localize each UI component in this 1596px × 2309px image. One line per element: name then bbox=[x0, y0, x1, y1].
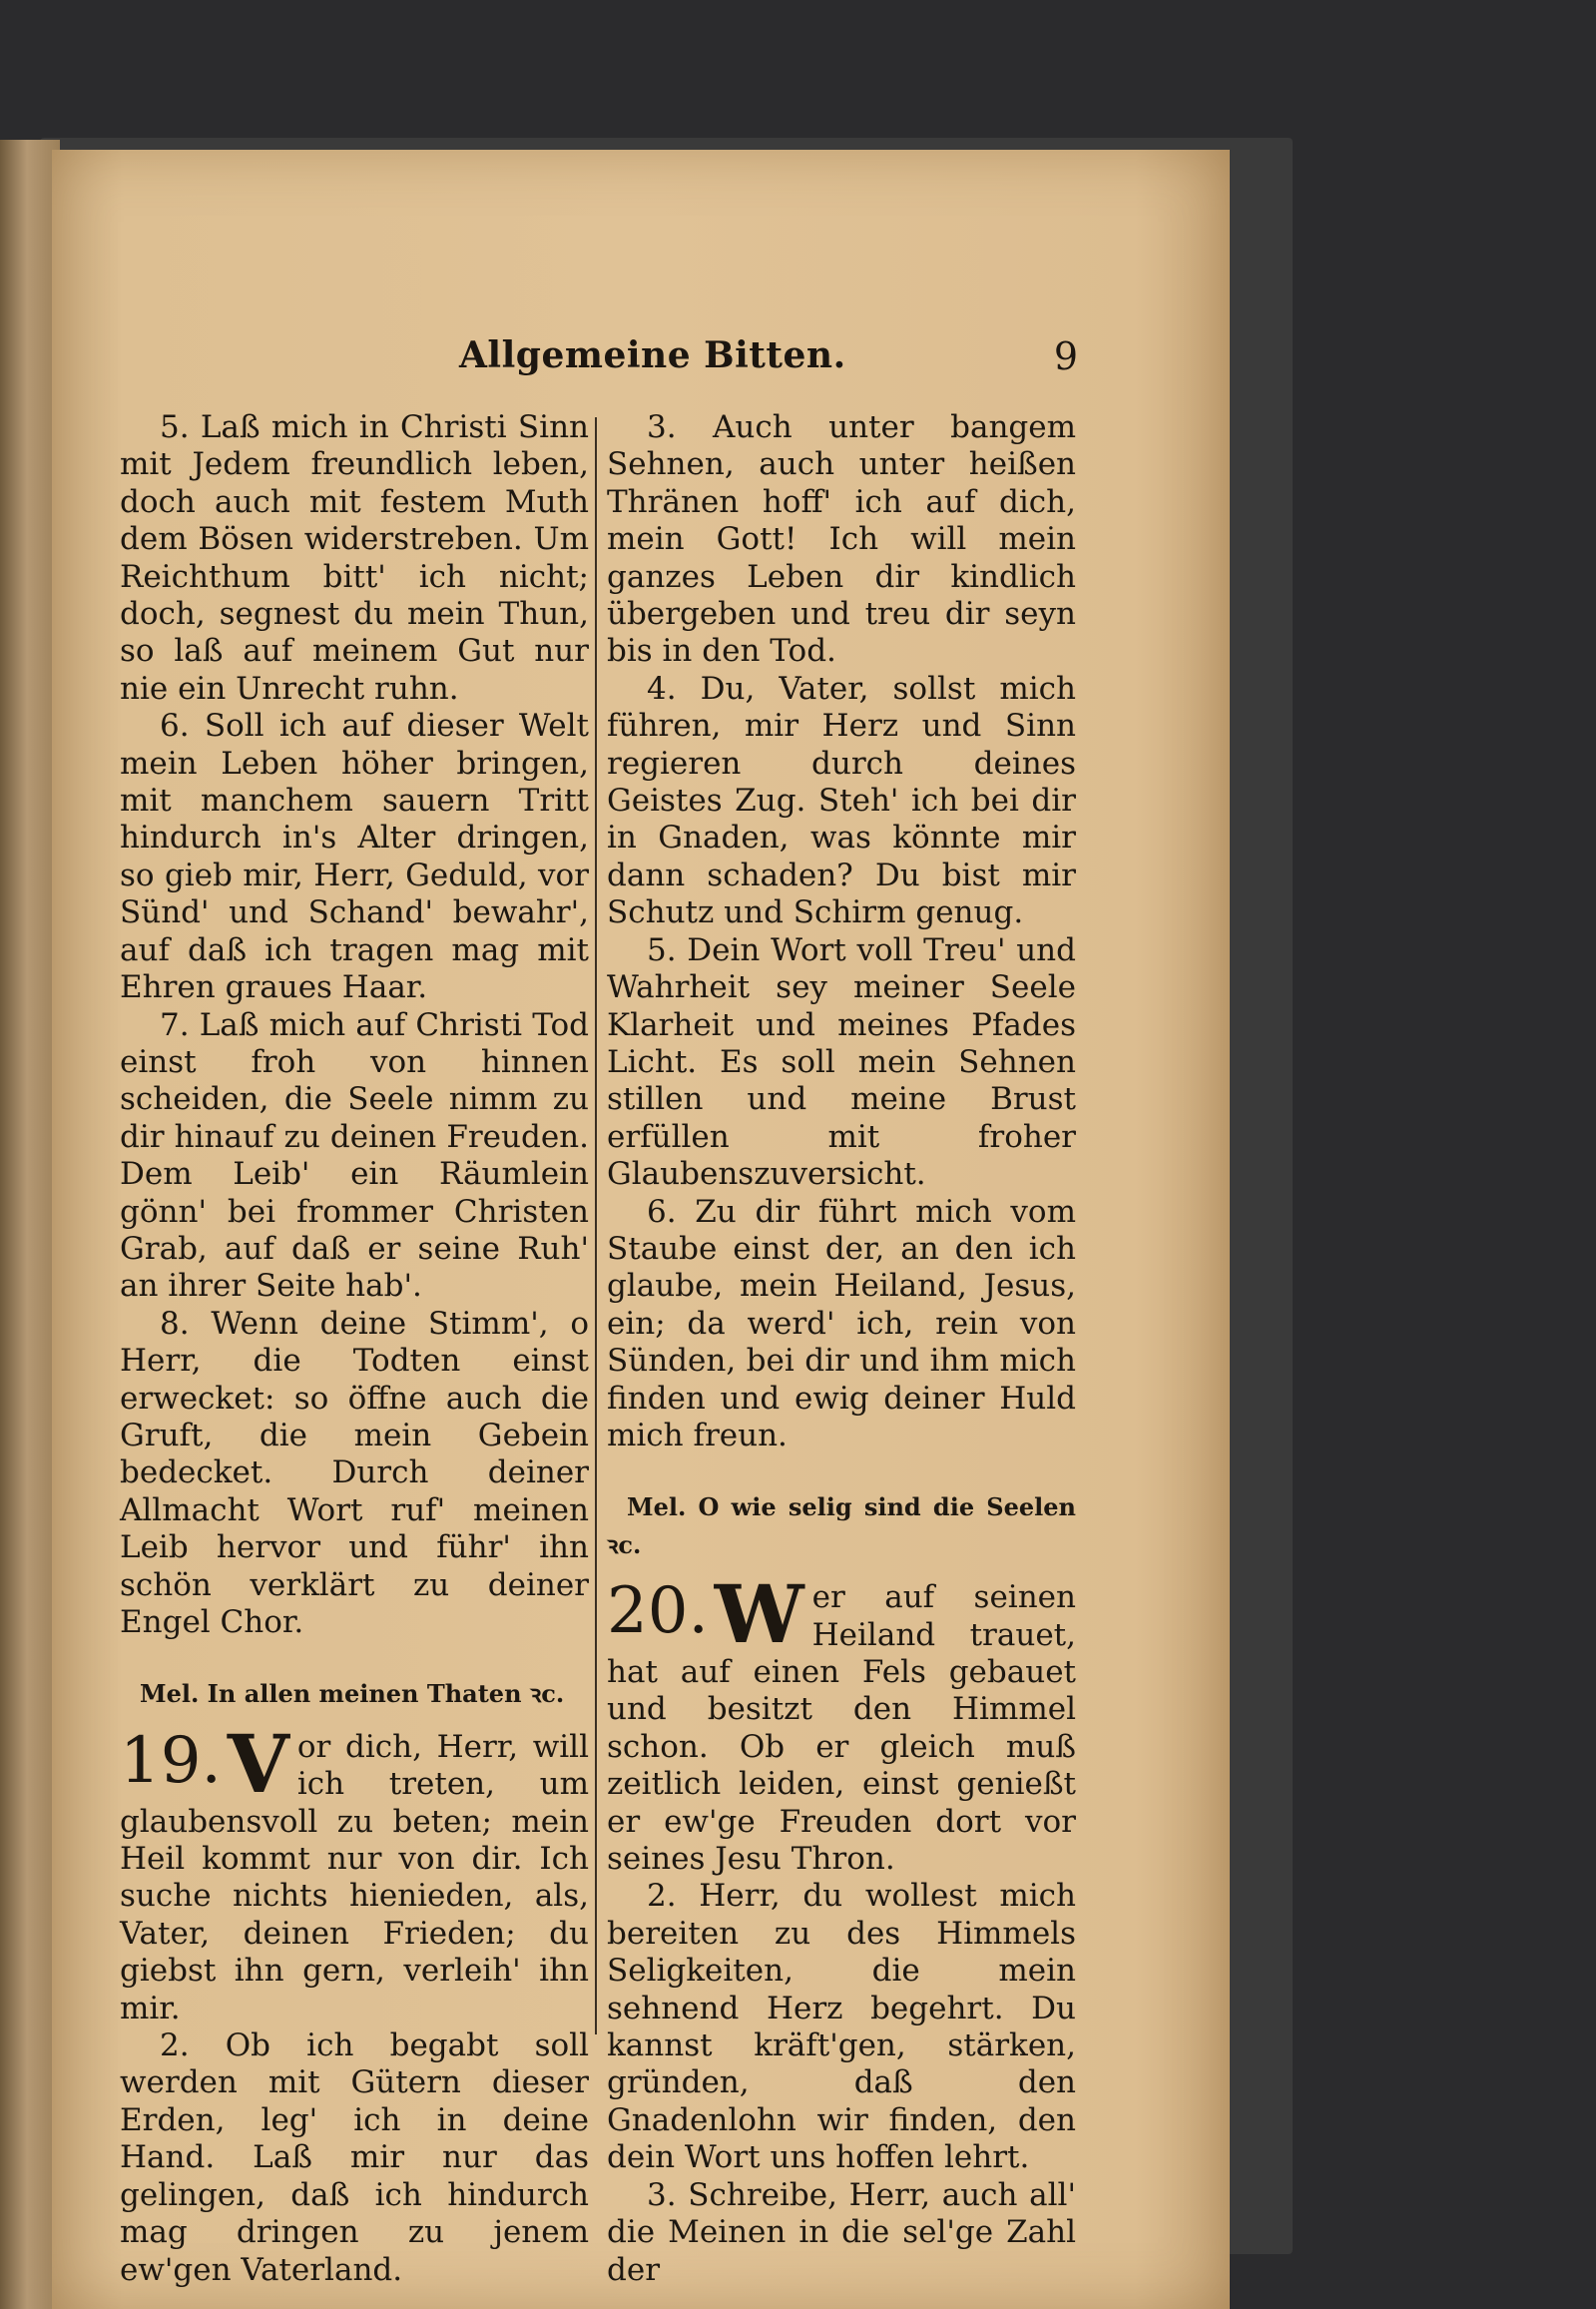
hymn-19-first-verse bbox=[120, 1716, 589, 2027]
verse: 4. Du, Vater, sollst mich führen, mir Herz und Sinn regieren durch deines Geistes Zug. Steh' ich bei dir in Gnaden, was könnte mir dann schaden? Du bist mir Schutz und Schirm genug. bbox=[607, 670, 1076, 931]
hymn-number: 19. bbox=[120, 1723, 222, 1798]
melody-line: Mel. O wie selig sind die Seelen ꝛc. bbox=[607, 1492, 1076, 1559]
verse: 5. Laß mich in Christi Sinn mit Jedem freundlich leben, doch auch mit festem Muth dem Bösen widerstreben. Um Reichthum bitt' ich nicht; doch, segnest du mein Thun, so laß auf meinem Gut nur nie ein Unrecht ruhn. bbox=[120, 409, 589, 707]
right-column bbox=[607, 409, 1076, 2289]
column-divider bbox=[595, 417, 597, 2034]
page-header bbox=[120, 334, 1078, 384]
verse: 6. Zu dir führt mich vom Staube einst der, an den ich glaube, mein Heiland, Jesus, ein; da werd' ich, rein von Sünden, bei dir und ihm mich finden und ewig deiner Huld mich freun. bbox=[607, 1193, 1076, 1453]
verse: 2. Ob ich begabt soll werden mit Gütern dieser Erden, leg' ich in deine Hand. Laß mir nur das gelingen, daß ich hindurch mag dringen zu jenem ew'gen Vaterland. bbox=[120, 2027, 589, 2288]
verse-text: er auf seinen Heiland trauet, hat auf einen Fels gebauet und besitzt den Himmel schon. Ob er gleich muß zeitlich leiden, einst genießt er ew'ge Freuden dort vor seines Jesu Thron. bbox=[607, 1579, 1076, 1878]
verse: 2. Herr, du wollest mich bereiten zu des Himmels Seligkeiten, die mein sehnend Herz begehrt. Du kannst kräft'gen, stärken, gründen, daß den Gnadenlohn wir finden, den dein Wort uns hoffen lehrt. bbox=[607, 1878, 1076, 2176]
melody-line: Mel. In allen meinen Thaten ꝛc. bbox=[140, 1679, 565, 1709]
verse: 7. Laß mich auf Christi Tod einst froh von hinnen scheiden, die Seele nimm zu dir hinauf zu deinen Freuden. Dem Leib' ein Räumlein gönn' bei frommer Christen Grab, auf daß er seine Ruh' an ihrer Seite hab'. bbox=[120, 1006, 589, 1305]
page-stack-edge bbox=[0, 140, 60, 2309]
verse: 3. Auch unter bangem Sehnen, auch unter heißen Thränen hoff' ich auf dich, mein Gott! Ich will mein ganzes Leben dir kindlich übergeben und treu dir seyn bis in den Tod. bbox=[607, 409, 1076, 670]
decorated-initial: V bbox=[227, 1716, 289, 1811]
verse: 5. Dein Wort voll Treu' und Wahrheit sey meiner Seele Klarheit und meines Pfades Licht. Es soll mein Sehnen stillen und meine Brust erfüllen mit froher Glaubenszuversicht. bbox=[607, 931, 1076, 1193]
verse: 8. Wenn deine Stimm', o Herr, die Todten einst erwecket: so öffne auch die Gruft, die mein Gebein bedecket. Durch deiner Allmacht Wort ruf' meinen Leib hervor und führ' ihn schön verklärt zu deiner Engel Chor. bbox=[120, 1305, 589, 1640]
verse-text: or dich, Herr, will ich treten, um glaubensvoll zu beten; mein Heil kommt nur von dir. Ich suche nichts hienieden, als, Vater, deinen Frieden; du giebst ihn gern, verleih' ihn mir. bbox=[120, 1728, 589, 2026]
verse: 3. Schreibe, Herr, auch all' die Meinen in die sel'ge Zahl der bbox=[607, 2176, 1076, 2288]
decorated-initial: W bbox=[714, 1567, 804, 1662]
running-title: Allgemeine Bitten. bbox=[459, 334, 846, 376]
page-number: 9 bbox=[1053, 334, 1078, 378]
verse: 6. Soll ich auf dieser Welt mein Leben höher bringen, mit manchem sauern Tritt hindurch in's Alter dringen, so gieb mir, Herr, Geduld, vor Sünd' und Schand' bewahr', auf daß ich tragen mag mit Ehren graues Haar. bbox=[120, 708, 589, 1006]
hymn-20-first-verse bbox=[607, 1567, 1076, 1878]
left-column bbox=[120, 409, 589, 2289]
hymn-number: 20. bbox=[607, 1574, 709, 1649]
